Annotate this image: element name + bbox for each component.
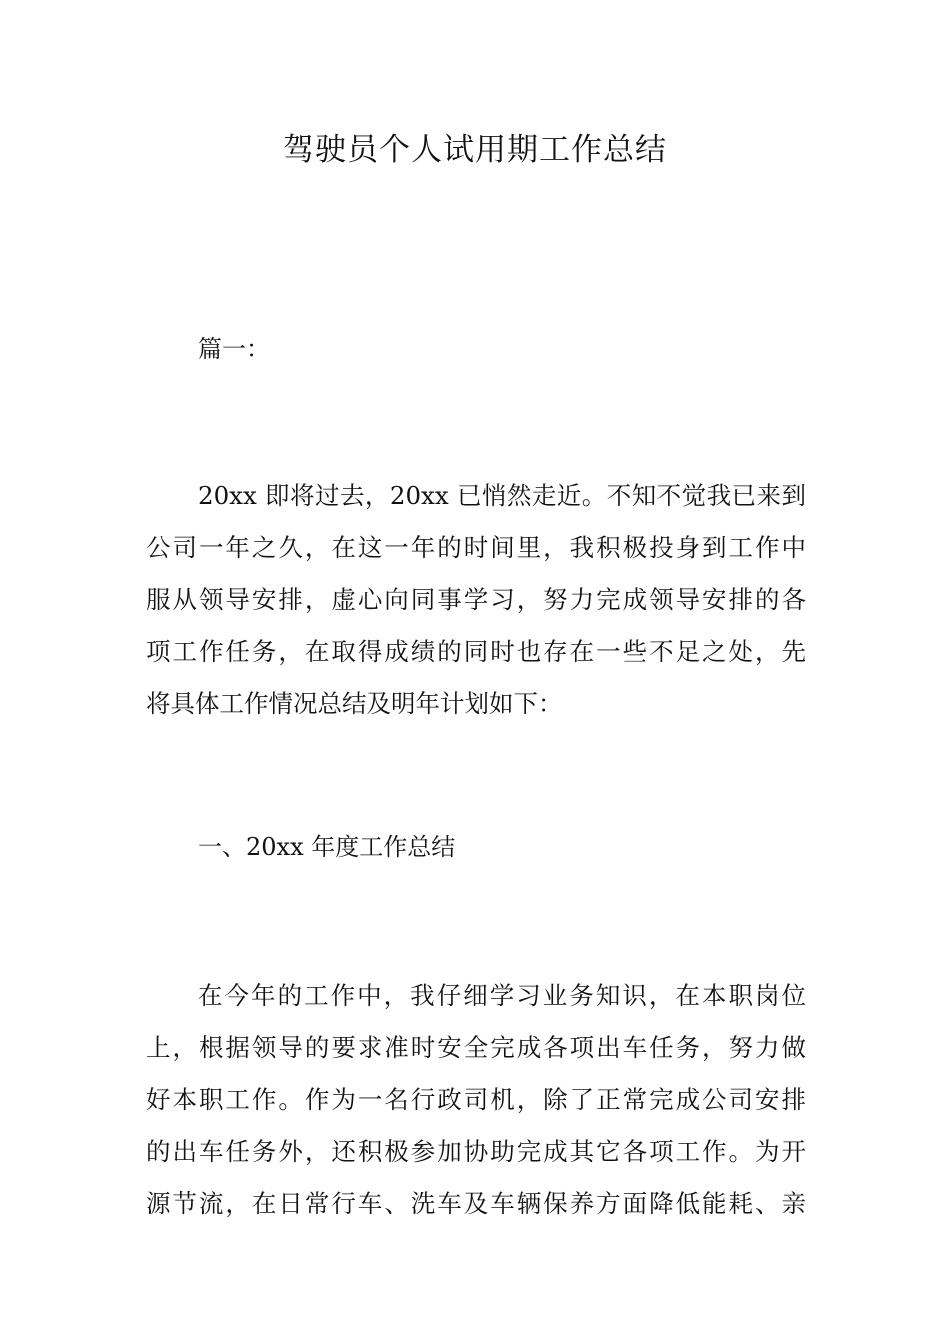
- paragraph-line: 的出车任务外，还积极参加协助完成其它各项工作。为开: [146, 1137, 806, 1166]
- paragraph-line: 源节流，在日常行车、洗车及车辆保养方面降低能耗、亲: [146, 1189, 806, 1218]
- paragraph-line: 服从领导安排，虚心向同事学习，努力完成领导安排的各: [146, 585, 806, 614]
- document-title: 驾驶员个人试用期工作总结: [283, 132, 667, 168]
- paragraph-line: 上，根据领导的要求准时安全完成各项出车任务，努力做: [146, 1033, 806, 1062]
- section-heading: 一、20xx 年度工作总结: [198, 833, 456, 861]
- paragraph-line: 公司一年之久，在这一年的时间里，我积极投身到工作中: [146, 533, 806, 562]
- paragraph-line: 好本职工作。作为一名行政司机，除了正常完成公司安排: [146, 1085, 806, 1114]
- paragraph-line: 将具体工作情况总结及明年计划如下：: [146, 689, 563, 718]
- paragraph-line: 20xx 即将过去，20xx 已悄然走近。不知不觉我已来到: [198, 481, 806, 510]
- paragraph-work-summary: [146, 970, 806, 1230]
- paragraph-line: 在今年的工作中，我仔细学习业务知识，在本职岗位: [198, 981, 806, 1010]
- paragraph-line: 项工作任务，在取得成绩的同时也存在一些不足之处，先: [146, 637, 806, 666]
- paragraph-intro: [146, 470, 806, 730]
- section-label: 篇一：: [198, 335, 270, 363]
